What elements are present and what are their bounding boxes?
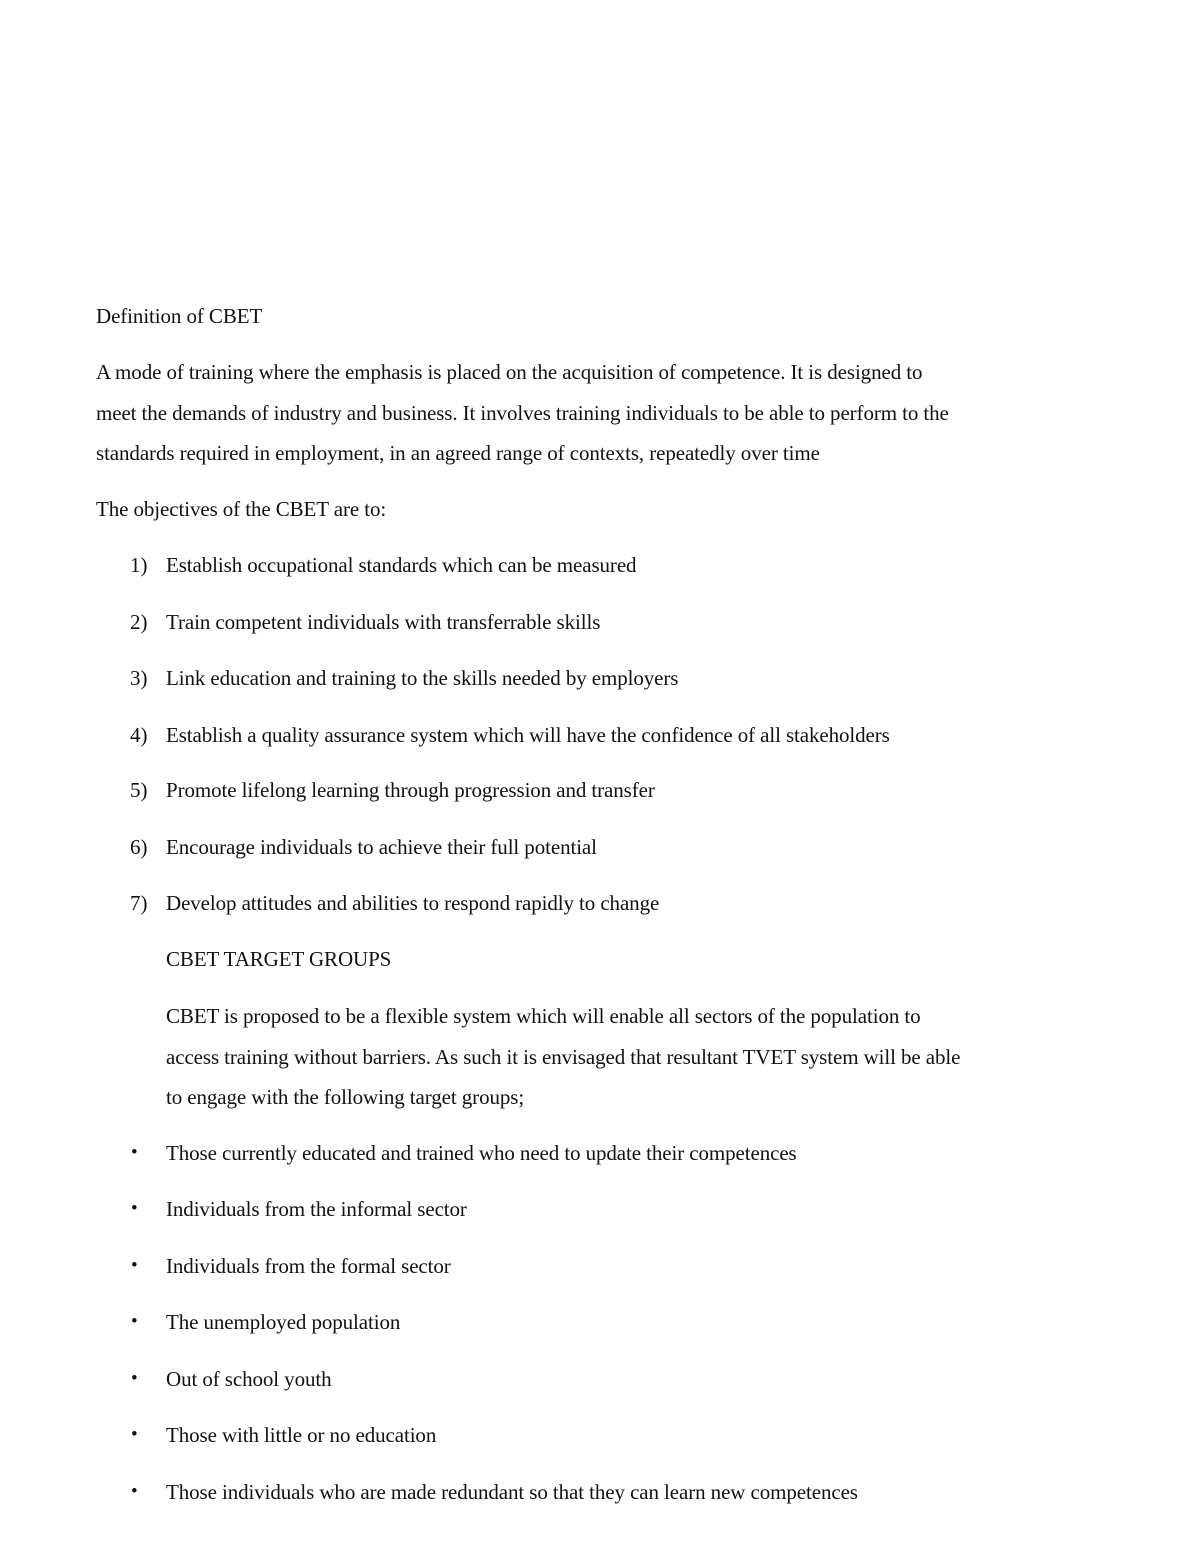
objective-item: Establish a quality assurance system which will have the confidence of all stakeholders xyxy=(166,723,890,747)
objective-item: Establish occupational standards which can be measured xyxy=(166,553,637,577)
objective-item: Promote lifelong learning through progression and transfer xyxy=(166,778,655,802)
target-groups-intro-line-1: CBET is proposed to be a flexible system which will enable all sectors of the population to xyxy=(166,1004,921,1028)
objective-item: Link education and training to the skills needed by employers xyxy=(166,666,679,690)
bullet-icon: • xyxy=(131,1198,138,1219)
bullet-icon: • xyxy=(131,1255,138,1276)
objectives-intro: The objectives of the CBET are to: xyxy=(96,497,387,521)
bullet-icon: • xyxy=(131,1142,138,1163)
section-heading-target-groups: CBET TARGET GROUPS xyxy=(166,947,392,971)
bullet-icon: • xyxy=(131,1481,138,1502)
target-group-item: Those individuals who are made redundant so that they can learn new competences xyxy=(166,1480,858,1504)
target-group-item: Individuals from the informal sector xyxy=(166,1197,467,1221)
list-marker: 1) xyxy=(130,553,148,577)
objective-item: Develop attitudes and abilities to respond rapidly to change xyxy=(166,891,660,915)
target-group-item: The unemployed population xyxy=(166,1310,401,1334)
document-heading: Definition of CBET xyxy=(96,304,263,328)
target-group-item: Those currently educated and trained who need to update their competences xyxy=(166,1141,797,1165)
list-marker: 7) xyxy=(130,891,148,915)
definition-line-1: A mode of training where the emphasis is placed on the acquisition of competence. It is designed to xyxy=(96,360,923,384)
bullet-icon: • xyxy=(131,1368,138,1389)
bullet-icon: • xyxy=(131,1311,138,1332)
list-marker: 2) xyxy=(130,610,148,634)
objective-item: Train competent individuals with transferrable skills xyxy=(166,610,601,634)
list-marker: 3) xyxy=(130,666,148,690)
list-marker: 4) xyxy=(130,723,148,747)
definition-line-3: standards required in employment, in an agreed range of contexts, repeatedly over time xyxy=(96,441,820,465)
target-groups-intro-line-3: to engage with the following target groups; xyxy=(166,1085,525,1109)
list-marker: 5) xyxy=(130,778,148,802)
bullet-icon: • xyxy=(131,1424,138,1445)
target-group-item: Out of school youth xyxy=(166,1367,332,1391)
list-marker: 6) xyxy=(130,835,148,859)
objective-item: Encourage individuals to achieve their full potential xyxy=(166,835,597,859)
target-group-item: Those with little or no education xyxy=(166,1423,437,1447)
definition-line-2: meet the demands of industry and business. It involves training individuals to be able to perform to the xyxy=(96,401,949,425)
target-group-item: Individuals from the formal sector xyxy=(166,1254,451,1278)
target-groups-intro-line-2: access training without barriers. As such it is envisaged that resultant TVET system will be able xyxy=(166,1045,961,1069)
